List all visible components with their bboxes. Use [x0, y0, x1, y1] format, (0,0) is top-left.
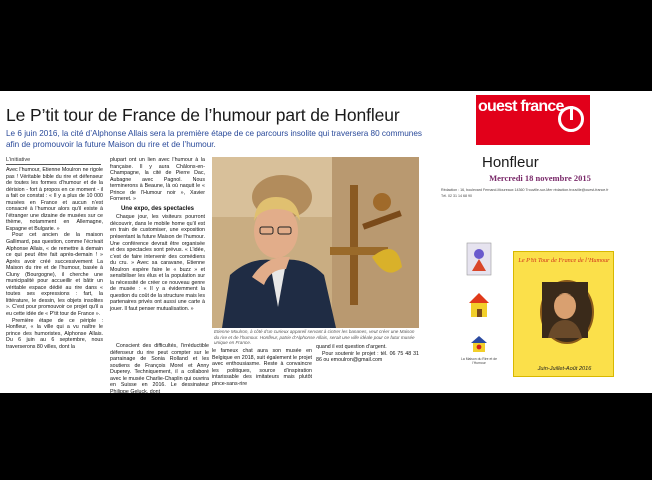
poster-dates: Juin-Juillet-Août 2016 [537, 366, 592, 372]
house-icon [467, 291, 491, 319]
tour-poster [513, 251, 614, 377]
article-column-1 [6, 167, 103, 387]
article-headline: Le P’tit tour de France de l’humour part de Honfleur [6, 105, 400, 125]
paragraph: Pour soutenir le projet : tél. 06 75 48 31 86 ou emoulron@gmail.com [316, 350, 419, 364]
paragraph: plupart ont un lien avec l’humour à la française. Il y aura Châlons-en-Champagne, la cité de Pierre Dac, Aubagne avec Pagnol. Nous terminerons à Beaune, là où naquit le « Prince de l’Humour noir », Xavier Forneret. » [110, 157, 205, 203]
logo-text: ouest france [478, 98, 564, 115]
ouest-france-logo [476, 95, 590, 145]
article-photo [212, 157, 419, 328]
poster-title: Le P’tit Tour de France de l’Humour [518, 257, 610, 264]
newsroom-phone: Tél. 02 31 14 68 90 [441, 194, 472, 198]
article-column-4 [316, 344, 419, 384]
maison-du-rire-label: La Maison du Rire et de l’Humour [461, 357, 497, 365]
article-lead: Le 6 juin 2016, la cité d’Alphonse Allais sera la première étape de ce parcours insolite qui traversera 80 communes afin de promouvoir la future Maison du rire et de l’humour. [6, 129, 422, 149]
paragraph: Chaque jour, les visiteurs pourront découvrir, dans le mobile home qu’il est en train de customiser, une exposition présentant la future Maison de l’humour. Une conférence devrait être organisée et des spectacles sont prévus. « L’idée, c’est de faire intervenir des comédiens du cru. » Avec sa caravane, Etienne Moulron espère faire le « buzz » et sensibiliser les élus et la population sur la nécessité de créer ce nouveau genre de musée : « Il y a évidemment la question du coût de la structure mais les partenaires privés ont aussi une carte à jouer. Il faut penser mutualisation. » [110, 214, 205, 313]
paragraph: Première étape de ce périple : Honfleur, « la ville qui a vu naître le prince des humoristes, Alphonse Allais. Du 6 juin au 6 septembre, nous traverserons 80 villes, dont la [6, 317, 103, 350]
allais-portrait [540, 280, 594, 344]
paragraph: Pour cet ancien de la maison Gallimard, pas question, comme l’écrivait Alphonse Allais, « de remettre à demain ce qui peut être fait après-demain ! » Après avoir créé successivement La Maison du rire et de l’humour, basée à Cluny (Bourgogne), il cherche une municipalité pour accueillir et bâtir un véritable espace dédié au rire dans « toutes ses expressions : fart, la littérature, le dessin, les objets insolites ». C’est pour promouvoir ce projet qu’il a eu cette idée de « P’tit tour de France ». [6, 232, 103, 318]
newspaper-clipping [0, 91, 652, 393]
article-column-3 [212, 348, 312, 388]
newsroom-contact [441, 187, 641, 199]
joker-card-icon [467, 243, 491, 275]
paragraph: le fameux chat aura son musée en Belgique en 2018, suit également le projet avec enthousiasme. Reste à convaincre les politiques, source d’inspiration intarissable des imitateurs mais plutôt pince-sans-rire [212, 348, 312, 387]
article-column-2-bottom [110, 343, 209, 395]
portrait-image [542, 282, 588, 338]
article-rubric: L’initiative [6, 157, 101, 165]
article-subhead: Une expo, des spectacles [120, 205, 195, 212]
portrait-image [212, 157, 419, 328]
edition-date: Mercredi 18 novembre 2015 [489, 173, 591, 183]
edition-city: Honfleur [482, 154, 539, 171]
power-icon [558, 106, 584, 132]
paragraph: Avec l’humour, Etienne Moulron ne rigole pas ! Véritable bible du rire et défenseur de toutes les formes d’humour et de la dérision - fort à propos en ce moment - il a fait ce constat : « Il y a plus de 10 000 musées en France et aucun n’est consacré à l’humour alors qu’il existe à l’étranger une dizaine de musées sur ce thème, notamment en Allemagne, Espagne et Bulgarie. » [6, 167, 103, 232]
maison-du-rire-logo-icon [468, 333, 490, 355]
newsroom-address: Rédaction : 16, boulevard Fernand-Moureaux 14360 Trouville-sur-Mer rédaction.trouville@ouest-france.fr [441, 188, 609, 192]
paragraph: quand il est question d’argent. [316, 344, 387, 350]
photo-caption: Etienne Moulron, à côté d’un curieux appareil servant à cintrer les bananes, veut créer une Maison du rire et de l’humour. Honfleur, patrie d’Alphonse Allais, serait une ville idéale pour ce futur musée unique en France. [214, 329, 415, 346]
paragraph: Conscient des difficultés, l’irréductible défenseur du rire peut compter sur le parrainage de Sonia Rolland et les soutiens de François Morel et Anny Duperey. Techniquement, il a collaboré avec le musée Charlie-Chaplin qui ouvrira en Suisse en 2016. Le dessinateur Philippe Geluck, dont [110, 343, 209, 395]
